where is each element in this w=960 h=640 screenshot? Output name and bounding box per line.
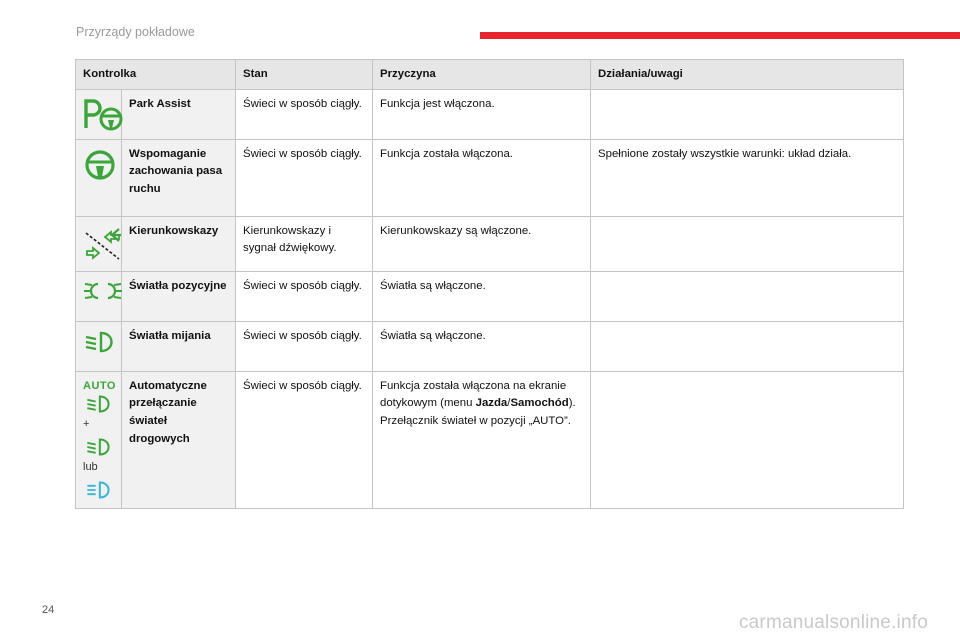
or-label: lub (83, 460, 98, 473)
row-state: Świeci w sposób ciągły. (236, 271, 373, 321)
page-header-title: Przyrządy pokładowe (76, 25, 195, 39)
row-action (591, 371, 904, 508)
auto-high-beam-icon (83, 394, 115, 414)
auto-label: AUTO (83, 379, 116, 392)
icon-cell (76, 89, 122, 139)
warning-lights-table (75, 59, 904, 509)
row-state: Świeci w sposób ciągły. (236, 139, 373, 216)
row-name: Automatyczne przełączanie świateł drogowych (122, 371, 236, 508)
row-name: Kierunkowskazy (122, 216, 236, 271)
icon-cell (76, 371, 122, 508)
turn-signals-icon (83, 225, 123, 265)
row-name: Światła pozycyjne (122, 271, 236, 321)
high-beam-icon (83, 480, 115, 500)
header-accent-bar (480, 32, 960, 39)
row-state: Świeci w sposób ciągły. (236, 321, 373, 371)
row-action (591, 271, 904, 321)
table-row (76, 89, 904, 139)
icon-cell (76, 321, 122, 371)
row-state: Świeci w sposób ciągły. (236, 371, 373, 508)
cause-switch-text: Przełącznik świateł w pozycji „AUTO”. (380, 415, 571, 428)
row-name: Park Assist (122, 89, 236, 139)
row-action: Spełnione zostały wszystkie warunki: układ działa. (591, 139, 904, 216)
dipped-beam-icon (83, 330, 117, 354)
row-action (591, 89, 904, 139)
row-action (591, 216, 904, 271)
row-cause: Światła są włączone. (373, 321, 591, 371)
row-cause: Światła są włączone. (373, 271, 591, 321)
column-header: Przyczyna (373, 60, 591, 90)
menu-separator: / (507, 397, 511, 410)
row-state: Świeci w sposób ciągły. (236, 89, 373, 139)
cause-text: Funkcja została włączona na ekranie dotykowym (menu (380, 379, 567, 410)
dipped-beam-icon (83, 437, 115, 457)
cause-text-end: ). (568, 397, 576, 410)
table-row (76, 371, 904, 508)
park-assist-icon (83, 98, 123, 132)
column-header: Działania/uwagi (591, 60, 904, 90)
table-row (76, 271, 904, 321)
row-name: Światła mijania (122, 321, 236, 371)
table-header-row (76, 60, 904, 90)
column-header: Stan (236, 60, 373, 90)
menu-samochod: Samochód (510, 397, 569, 410)
watermark: carmanualsonline.info (738, 612, 928, 633)
row-name: Wspomaganie zachowania pasa ruchu (122, 139, 236, 216)
icon-cell (76, 216, 122, 271)
table-row (76, 216, 904, 271)
row-cause: Kierunkowskazy są włączone. (373, 216, 591, 271)
column-header: Kontrolka (76, 60, 236, 90)
row-cause (373, 371, 591, 508)
icon-cell (76, 271, 122, 321)
page-number: 24 (42, 604, 55, 616)
table-row (76, 139, 904, 216)
steering-wheel-icon (83, 148, 117, 182)
row-cause: Funkcja została włączona. (373, 139, 591, 216)
row-action (591, 321, 904, 371)
menu-jazda: Jazda (475, 397, 508, 410)
icon-cell (76, 139, 122, 216)
row-cause: Funkcja jest włączona. (373, 89, 591, 139)
position-lights-icon (83, 280, 123, 302)
row-state: Kierunkowskazy i sygnał dźwiękowy. (236, 216, 373, 271)
table-row (76, 321, 904, 371)
plus-sign: + (83, 417, 90, 430)
